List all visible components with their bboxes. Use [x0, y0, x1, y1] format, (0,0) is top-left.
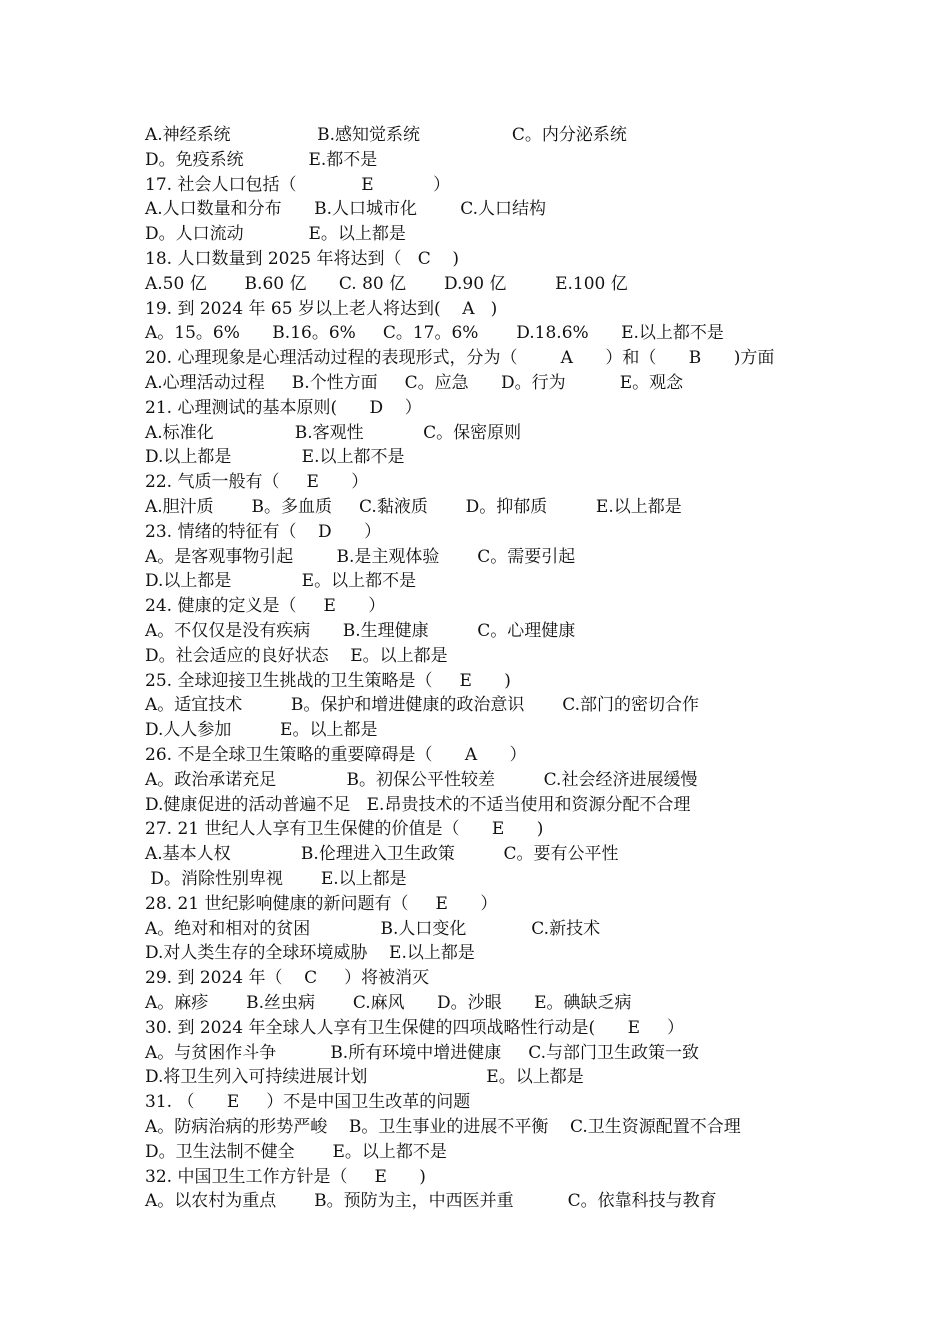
- text-line: A.心理活动过程 B.个性方面 C。应急 D。行为 E。观念: [145, 373, 684, 393]
- text-line: A。政治承诺充足 B。初保公平性较差 C.社会经济进展缓慢: [145, 769, 698, 790]
- text-line: 24. 健康的定义是（ E ）: [145, 596, 386, 617]
- text-line: A.基本人权 B.伦理进入卫生政策 C。要有公平性: [145, 844, 619, 865]
- text-line: A.人口数量和分布 B.人口城市化 C.人口结构: [145, 199, 547, 220]
- text-line: A。15。6% B.16。6% C。17。6% D.18.6% E.以上都不是: [145, 323, 724, 344]
- text-line: A.胆汁质 B。多血质 C.黏液质 D。抑郁质 E.以上都是: [145, 497, 682, 517]
- text-line: A。与贫困作斗争 B.所有环境中增进健康 C.与部门卫生政策一致: [145, 1042, 700, 1063]
- text-line: 27. 21 世纪人人享有卫生保健的价值是（ E ): [145, 819, 544, 840]
- text-line: 23. 情绪的特征有（ D ）: [145, 521, 382, 542]
- text-line: A。以农村为重点 B。预防为主，中西医并重 C。依靠科技与教育: [145, 1191, 717, 1212]
- text-line: D.以上都是 E.以上都不是: [145, 447, 405, 468]
- text-line: D。卫生法制不健全 E。以上都不是: [145, 1141, 447, 1162]
- text-line: A.神经系统 B.感知觉系统 C。内分泌系统: [145, 125, 627, 145]
- text-line: D。免疫系统 E.都不是: [145, 149, 378, 170]
- text-line: A.标准化 B.客观性 C。保密原则: [145, 422, 522, 443]
- text-line: 21. 心理测试的基本原则( D ）: [145, 397, 422, 418]
- text-line: 28. 21 世纪影响健康的新问题有（ E ）: [145, 893, 498, 914]
- text-line: A。不仅仅是没有疾病 B.生理健康 C。心理健康: [145, 621, 576, 641]
- text-line: 19. 到 2024 年 65 岁以上老人将达到( A ): [145, 298, 498, 319]
- text-line: 30. 到 2024 年全球人人享有卫生保健的四项战略性行动是( E ）: [145, 1017, 684, 1038]
- text-line: 26. 不是全球卫生策略的重要障碍是（ A ）: [145, 745, 527, 765]
- text-line: 20. 心理现象是心理活动过程的表现形式，分为（ A ）和（ B )方面: [145, 348, 775, 369]
- text-line: A。绝对和相对的贫困 B.人口变化 C.新技术: [145, 918, 601, 939]
- text-line: A。是客观事物引起 B.是主观体验 C。需要引起: [145, 546, 576, 567]
- text-line: 22. 气质一般有（ E ）: [145, 472, 369, 493]
- text-line: 29. 到 2024 年（ C ）将被消灭: [145, 968, 430, 989]
- text-line: D。社会适应的良好状态 E。以上都是: [145, 645, 448, 666]
- text-line: 25. 全球迎接卫生挑战的卫生策略是（ E ): [145, 670, 511, 691]
- text-line: A。防病治病的形势严峻 B。卫生事业的进展不平衡 C.卫生资源配置不合理: [145, 1117, 741, 1137]
- text-line: 31. （ E ）不是中国卫生改革的问题: [145, 1092, 471, 1113]
- text-line: A.50 亿 B.60 亿 C. 80 亿 D.90 亿 E.100 亿: [145, 273, 628, 294]
- text-line: 17. 社会人口包括（ E ）: [145, 174, 451, 195]
- text-line: A。适宜技术 B。保护和增进健康的政治意识 C.部门的密切合作: [145, 695, 700, 716]
- text-line: D。人口流动 E。以上都是: [145, 224, 406, 245]
- text-line: D.人人参加 E。以上都是: [145, 720, 378, 741]
- text-line: D.将卫生列入可持续进展计划 E。以上都是: [145, 1067, 584, 1088]
- text-line: D.以上都是 E。以上都不是: [145, 571, 417, 592]
- text-line: 32. 中国卫生工作方针是（ E ): [145, 1166, 426, 1187]
- text-line: D.健康促进的活动普遍不足 E.昂贵技术的不适当使用和资源分配不合理: [145, 794, 691, 815]
- text-line: A。麻疹 B.丝虫病 C.麻风 D。沙眼 E。碘缺乏病: [145, 993, 632, 1013]
- text-line: D。消除性别卑视 E.以上都是: [145, 869, 407, 889]
- text-line: 18. 人口数量到 2025 年将达到（ C ): [145, 249, 459, 269]
- text-line: D.对人类生存的全球环境威胁 E.以上都是: [145, 943, 475, 964]
